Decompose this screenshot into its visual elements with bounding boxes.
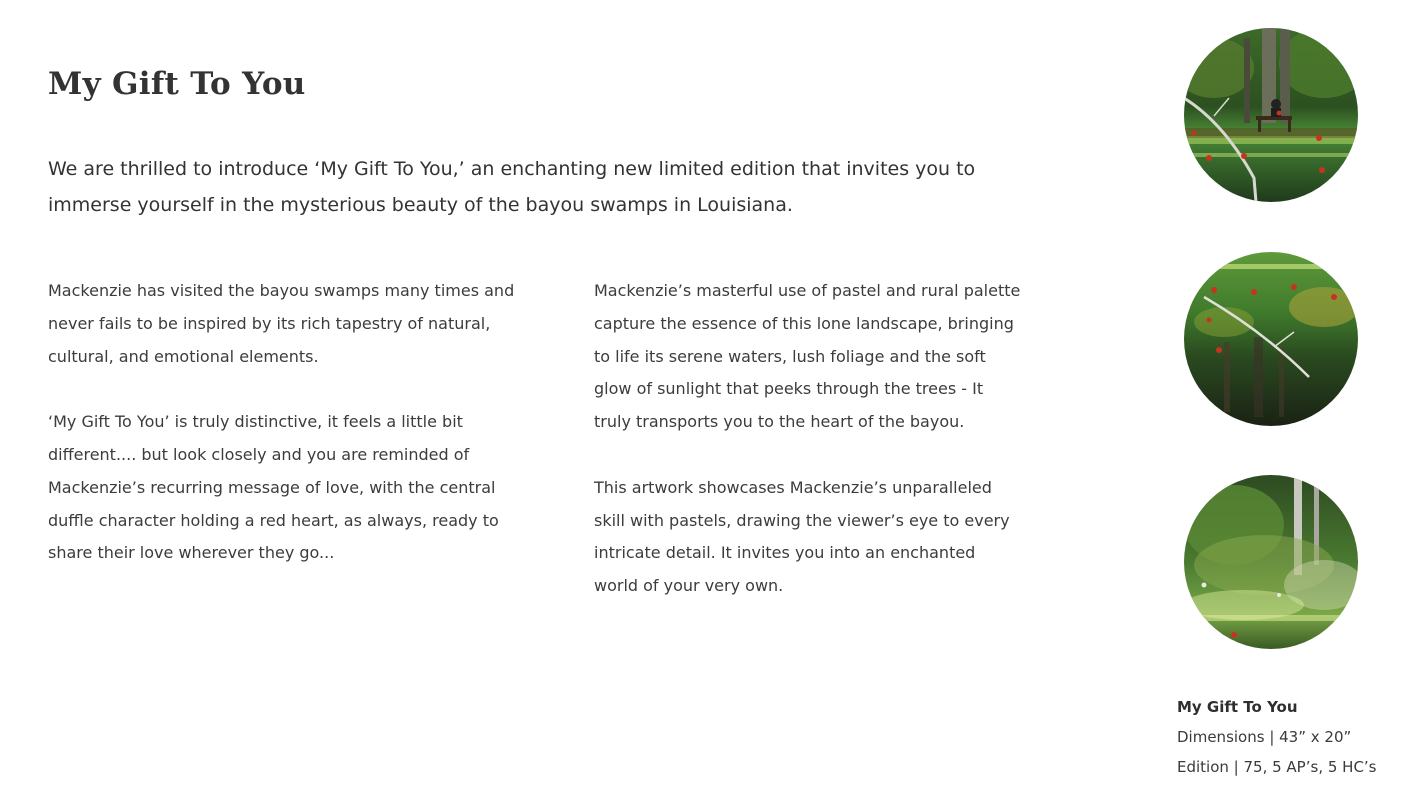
swamp-detail-foliage-image bbox=[1184, 475, 1358, 649]
right-text-column bbox=[594, 275, 1024, 603]
left-text-column bbox=[48, 275, 518, 570]
artwork-caption bbox=[1177, 692, 1377, 782]
caption-edition: Edition | 75, 5 AP’s, 5 HC’s bbox=[1177, 758, 1377, 776]
body-paragraph: ‘My Gift To You’ is truly distinctive, it feels a little bit different.... but look closely and you are reminded of Mackenzie’s recurring message of love, with the central duffle character holding a red heart, as always, ready to share their love wherever they go... bbox=[48, 412, 499, 563]
caption-dimensions: Dimensions | 43” x 20” bbox=[1177, 728, 1352, 746]
swamp-detail-character-image bbox=[1184, 28, 1358, 202]
artwork-thumbnail-3[interactable] bbox=[1184, 475, 1358, 649]
artwork-thumbnail-2[interactable] bbox=[1184, 252, 1358, 426]
caption-title: My Gift To You bbox=[1177, 698, 1298, 716]
body-paragraph: Mackenzie’s masterful use of pastel and rural palette capture the essence of this lone landscape, bringing to life its serene waters, lush foliage and the soft glow of sunlight that peeks through the trees - It truly transports you to the heart of the bayou. bbox=[594, 281, 1021, 432]
swamp-detail-reflection-image bbox=[1184, 252, 1358, 426]
intro-paragraph: We are thrilled to introduce ‘My Gift To You,’ an enchanting new limited edition that invites you to immerse yourself in the mysterious beauty of the bayou swamps in Louisiana. bbox=[48, 158, 976, 216]
body-paragraph: This artwork showcases Mackenzie’s unparalleled skill with pastels, drawing the viewer’s eye to every intricate detail. It invites you into an enchanted world of your very own. bbox=[594, 477, 1010, 596]
body-paragraph: Mackenzie has visited the bayou swamps many times and never fails to be inspired by its rich tapestry of natural, cultural, and emotional elements. bbox=[48, 281, 515, 366]
artwork-thumbnail-1[interactable] bbox=[1184, 28, 1358, 202]
page-title: My Gift To You bbox=[48, 66, 306, 102]
